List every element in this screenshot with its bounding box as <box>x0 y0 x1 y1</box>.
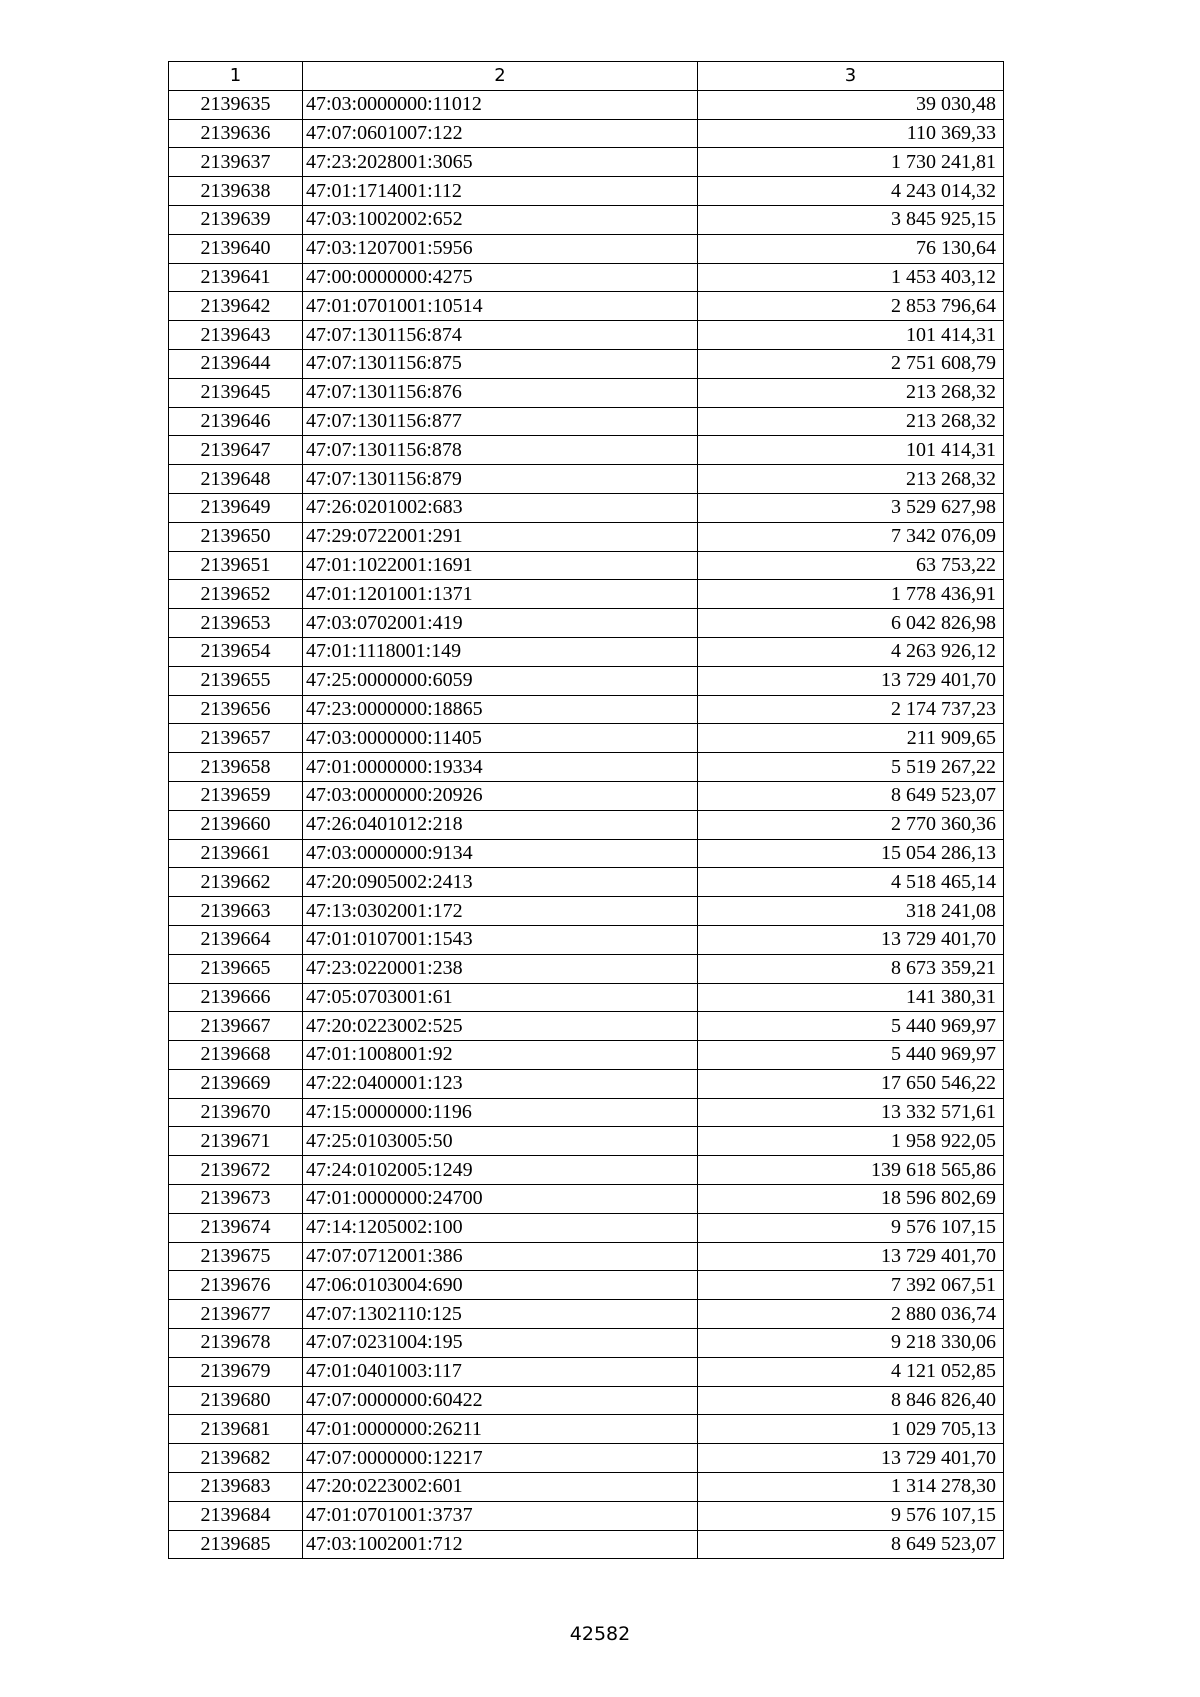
cadastral-value-cell: 5 519 267,22 <box>698 753 1004 782</box>
table-row <box>169 666 1004 695</box>
table-row <box>169 321 1004 350</box>
cadastral-value-cell: 2 853 796,64 <box>698 292 1004 321</box>
row-number-cell: 2139649 <box>169 493 303 522</box>
table-row <box>169 580 1004 609</box>
row-number-cell: 2139654 <box>169 637 303 666</box>
cadastral-number-cell: 47:01:0701001:3737 <box>303 1501 698 1530</box>
cadastral-value-cell: 7 342 076,09 <box>698 522 1004 551</box>
cadastral-value-cell: 2 880 036,74 <box>698 1300 1004 1329</box>
cadastral-number-cell: 47:25:0000000:6059 <box>303 666 698 695</box>
row-number-cell: 2139671 <box>169 1127 303 1156</box>
cadastral-value-cell: 101 414,31 <box>698 436 1004 465</box>
row-number-cell: 2139647 <box>169 436 303 465</box>
table-row <box>169 407 1004 436</box>
cadastral-number-cell: 47:01:1201001:1371 <box>303 580 698 609</box>
cadastral-number-cell: 47:26:0201002:683 <box>303 493 698 522</box>
table-row <box>169 1386 1004 1415</box>
row-number-cell: 2139661 <box>169 839 303 868</box>
cadastral-number-cell: 47:29:0722001:291 <box>303 522 698 551</box>
table-row <box>169 234 1004 263</box>
cadastral-number-cell: 47:03:1002001:712 <box>303 1530 698 1559</box>
cadastral-value-cell: 213 268,32 <box>698 378 1004 407</box>
row-number-cell: 2139666 <box>169 983 303 1012</box>
table-row <box>169 1357 1004 1386</box>
row-number-cell: 2139685 <box>169 1530 303 1559</box>
row-number-cell: 2139678 <box>169 1329 303 1358</box>
row-number-cell: 2139658 <box>169 753 303 782</box>
cadastral-value-cell: 7 392 067,51 <box>698 1271 1004 1300</box>
cadastral-value-cell: 2 174 737,23 <box>698 695 1004 724</box>
cadastral-value-cell: 101 414,31 <box>698 321 1004 350</box>
row-number-cell: 2139652 <box>169 580 303 609</box>
table-row <box>169 177 1004 206</box>
table-row <box>169 695 1004 724</box>
cadastral-number-cell: 47:07:0000000:12217 <box>303 1444 698 1473</box>
cadastral-value-cell: 1 958 922,05 <box>698 1127 1004 1156</box>
row-number-cell: 2139665 <box>169 954 303 983</box>
row-number-cell: 2139650 <box>169 522 303 551</box>
row-number-cell: 2139642 <box>169 292 303 321</box>
cadastral-value-cell: 6 042 826,98 <box>698 609 1004 638</box>
cadastral-value-cell: 8 673 359,21 <box>698 954 1004 983</box>
row-number-cell: 2139681 <box>169 1415 303 1444</box>
cadastral-value-table <box>168 61 1004 1559</box>
cadastral-number-cell: 47:03:0702001:419 <box>303 609 698 638</box>
row-number-cell: 2139668 <box>169 1041 303 1070</box>
row-number-cell: 2139636 <box>169 119 303 148</box>
cadastral-number-cell: 47:01:0000000:19334 <box>303 753 698 782</box>
row-number-cell: 2139682 <box>169 1444 303 1473</box>
table-row <box>169 1271 1004 1300</box>
cadastral-value-cell: 76 130,64 <box>698 234 1004 263</box>
row-number-cell: 2139651 <box>169 551 303 580</box>
cadastral-value-cell: 13 729 401,70 <box>698 666 1004 695</box>
cadastral-value-cell: 9 576 107,15 <box>698 1501 1004 1530</box>
cadastral-value-cell: 141 380,31 <box>698 983 1004 1012</box>
row-number-cell: 2139684 <box>169 1501 303 1530</box>
cadastral-value-cell: 3 845 925,15 <box>698 205 1004 234</box>
cadastral-value-cell: 4 121 052,85 <box>698 1357 1004 1386</box>
cadastral-number-cell: 47:01:0107001:1543 <box>303 925 698 954</box>
table-row <box>169 522 1004 551</box>
cadastral-number-cell: 47:20:0905002:2413 <box>303 868 698 897</box>
table-row <box>169 349 1004 378</box>
row-number-cell: 2139680 <box>169 1386 303 1415</box>
cadastral-value-cell: 18 596 802,69 <box>698 1185 1004 1214</box>
cadastral-value-cell: 2 751 608,79 <box>698 349 1004 378</box>
cadastral-number-cell: 47:01:1022001:1691 <box>303 551 698 580</box>
cadastral-number-cell: 47:07:0712001:386 <box>303 1242 698 1271</box>
row-number-cell: 2139655 <box>169 666 303 695</box>
row-number-cell: 2139663 <box>169 897 303 926</box>
cadastral-number-cell: 47:26:0401012:218 <box>303 810 698 839</box>
table-row <box>169 493 1004 522</box>
cadastral-number-cell: 47:07:1301156:876 <box>303 378 698 407</box>
cadastral-value-cell: 4 263 926,12 <box>698 637 1004 666</box>
table-row <box>169 839 1004 868</box>
table-row <box>169 1069 1004 1098</box>
cadastral-number-cell: 47:07:1301156:879 <box>303 465 698 494</box>
table-row <box>169 148 1004 177</box>
row-number-cell: 2139644 <box>169 349 303 378</box>
row-number-cell: 2139673 <box>169 1185 303 1214</box>
row-number-cell: 2139641 <box>169 263 303 292</box>
row-number-cell: 2139635 <box>169 90 303 119</box>
table-row <box>169 1300 1004 1329</box>
cadastral-value-cell: 15 054 286,13 <box>698 839 1004 868</box>
cadastral-number-cell: 47:01:0000000:24700 <box>303 1185 698 1214</box>
row-number-cell: 2139672 <box>169 1156 303 1185</box>
table-row <box>169 436 1004 465</box>
cadastral-value-cell: 1 029 705,13 <box>698 1415 1004 1444</box>
table-header-row <box>169 62 1004 91</box>
cadastral-number-cell: 47:01:1714001:112 <box>303 177 698 206</box>
row-number-cell: 2139677 <box>169 1300 303 1329</box>
table-row <box>169 724 1004 753</box>
cadastral-value-cell: 13 729 401,70 <box>698 925 1004 954</box>
row-number-cell: 2139664 <box>169 925 303 954</box>
row-number-cell: 2139637 <box>169 148 303 177</box>
cadastral-number-cell: 47:14:1205002:100 <box>303 1213 698 1242</box>
row-number-cell: 2139660 <box>169 810 303 839</box>
cadastral-value-cell: 9 218 330,06 <box>698 1329 1004 1358</box>
column-header-number: 1 <box>169 62 303 91</box>
table-row <box>169 897 1004 926</box>
cadastral-value-cell: 3 529 627,98 <box>698 493 1004 522</box>
cadastral-number-cell: 47:00:0000000:4275 <box>303 263 698 292</box>
table-row <box>169 925 1004 954</box>
cadastral-value-cell: 5 440 969,97 <box>698 1012 1004 1041</box>
cadastral-number-cell: 47:07:1301156:874 <box>303 321 698 350</box>
cadastral-value-cell: 8 649 523,07 <box>698 1530 1004 1559</box>
cadastral-number-cell: 47:07:1301156:878 <box>303 436 698 465</box>
cadastral-value-cell: 1 730 241,81 <box>698 148 1004 177</box>
table-row <box>169 983 1004 1012</box>
cadastral-value-cell: 13 332 571,61 <box>698 1098 1004 1127</box>
cadastral-value-cell: 1 778 436,91 <box>698 580 1004 609</box>
cadastral-value-cell: 8 649 523,07 <box>698 781 1004 810</box>
cadastral-number-cell: 47:23:0000000:18865 <box>303 695 698 724</box>
row-number-cell: 2139657 <box>169 724 303 753</box>
cadastral-number-cell: 47:15:0000000:1196 <box>303 1098 698 1127</box>
cadastral-value-cell: 13 729 401,70 <box>698 1444 1004 1473</box>
table-row <box>169 609 1004 638</box>
cadastral-value-cell: 318 241,08 <box>698 897 1004 926</box>
row-number-cell: 2139639 <box>169 205 303 234</box>
cadastral-value-cell: 139 618 565,86 <box>698 1156 1004 1185</box>
table-row <box>169 810 1004 839</box>
cadastral-number-cell: 47:03:0000000:20926 <box>303 781 698 810</box>
row-number-cell: 2139674 <box>169 1213 303 1242</box>
row-number-cell: 2139640 <box>169 234 303 263</box>
cadastral-number-cell: 47:22:0400001:123 <box>303 1069 698 1098</box>
table-row <box>169 1329 1004 1358</box>
cadastral-number-cell: 47:03:0000000:11405 <box>303 724 698 753</box>
table-row <box>169 119 1004 148</box>
cadastral-number-cell: 47:01:0401003:117 <box>303 1357 698 1386</box>
cadastral-number-cell: 47:23:0220001:238 <box>303 954 698 983</box>
cadastral-value-cell: 9 576 107,15 <box>698 1213 1004 1242</box>
cadastral-number-cell: 47:01:1008001:92 <box>303 1041 698 1070</box>
column-header-value: 3 <box>698 62 1004 91</box>
cadastral-value-cell: 8 846 826,40 <box>698 1386 1004 1415</box>
table-row <box>169 753 1004 782</box>
table-row <box>169 1041 1004 1070</box>
cadastral-number-cell: 47:01:1118001:149 <box>303 637 698 666</box>
row-number-cell: 2139659 <box>169 781 303 810</box>
table-row <box>169 1213 1004 1242</box>
cadastral-number-cell: 47:03:0000000:9134 <box>303 839 698 868</box>
cadastral-number-cell: 47:06:0103004:690 <box>303 1271 698 1300</box>
table-row <box>169 90 1004 119</box>
row-number-cell: 2139667 <box>169 1012 303 1041</box>
cadastral-value-cell: 4 243 014,32 <box>698 177 1004 206</box>
row-number-cell: 2139638 <box>169 177 303 206</box>
cadastral-number-cell: 47:07:0601007:122 <box>303 119 698 148</box>
table-row <box>169 1098 1004 1127</box>
cadastral-value-cell: 211 909,65 <box>698 724 1004 753</box>
cadastral-number-cell: 47:25:0103005:50 <box>303 1127 698 1156</box>
cadastral-number-cell: 47:20:0223002:601 <box>303 1473 698 1502</box>
cadastral-value-cell: 213 268,32 <box>698 407 1004 436</box>
row-number-cell: 2139653 <box>169 609 303 638</box>
cadastral-value-cell: 13 729 401,70 <box>698 1242 1004 1271</box>
table-row <box>169 1501 1004 1530</box>
column-header-cadastral-number: 2 <box>303 62 698 91</box>
row-number-cell: 2139646 <box>169 407 303 436</box>
cadastral-value-cell: 39 030,48 <box>698 90 1004 119</box>
table-row <box>169 1185 1004 1214</box>
cadastral-number-cell: 47:03:0000000:11012 <box>303 90 698 119</box>
table-row <box>169 1444 1004 1473</box>
table-row <box>169 1530 1004 1559</box>
cadastral-number-cell: 47:07:0000000:60422 <box>303 1386 698 1415</box>
cadastral-number-cell: 47:07:1302110:125 <box>303 1300 698 1329</box>
table-row <box>169 551 1004 580</box>
row-number-cell: 2139679 <box>169 1357 303 1386</box>
cadastral-value-cell: 17 650 546,22 <box>698 1069 1004 1098</box>
cadastral-number-cell: 47:23:2028001:3065 <box>303 148 698 177</box>
table-row <box>169 637 1004 666</box>
table-row <box>169 378 1004 407</box>
cadastral-number-cell: 47:05:0703001:61 <box>303 983 698 1012</box>
row-number-cell: 2139669 <box>169 1069 303 1098</box>
table-row <box>169 1012 1004 1041</box>
page-number: 42582 <box>569 1623 631 1645</box>
row-number-cell: 2139683 <box>169 1473 303 1502</box>
cadastral-value-cell: 213 268,32 <box>698 465 1004 494</box>
cadastral-number-cell: 47:03:1002002:652 <box>303 205 698 234</box>
table-row <box>169 781 1004 810</box>
cadastral-value-cell: 1 453 403,12 <box>698 263 1004 292</box>
cadastral-number-cell: 47:07:1301156:877 <box>303 407 698 436</box>
cadastral-number-cell: 47:01:0701001:10514 <box>303 292 698 321</box>
table-row <box>169 1473 1004 1502</box>
table-row <box>169 1127 1004 1156</box>
cadastral-value-cell: 2 770 360,36 <box>698 810 1004 839</box>
cadastral-value-cell: 4 518 465,14 <box>698 868 1004 897</box>
table-body <box>169 90 1004 1559</box>
row-number-cell: 2139662 <box>169 868 303 897</box>
cadastral-value-cell: 1 314 278,30 <box>698 1473 1004 1502</box>
row-number-cell: 2139676 <box>169 1271 303 1300</box>
table-row <box>169 263 1004 292</box>
table-row <box>169 205 1004 234</box>
table-row <box>169 1415 1004 1444</box>
row-number-cell: 2139645 <box>169 378 303 407</box>
row-number-cell: 2139643 <box>169 321 303 350</box>
table-row <box>169 292 1004 321</box>
cadastral-number-cell: 47:07:1301156:875 <box>303 349 698 378</box>
row-number-cell: 2139670 <box>169 1098 303 1127</box>
table-row <box>169 868 1004 897</box>
table-row <box>169 1156 1004 1185</box>
row-number-cell: 2139656 <box>169 695 303 724</box>
cadastral-number-cell: 47:24:0102005:1249 <box>303 1156 698 1185</box>
row-number-cell: 2139648 <box>169 465 303 494</box>
table-row <box>169 1242 1004 1271</box>
cadastral-number-cell: 47:13:0302001:172 <box>303 897 698 926</box>
cadastral-value-cell: 5 440 969,97 <box>698 1041 1004 1070</box>
cadastral-number-cell: 47:01:0000000:26211 <box>303 1415 698 1444</box>
table-row <box>169 954 1004 983</box>
cadastral-number-cell: 47:03:1207001:5956 <box>303 234 698 263</box>
cadastral-number-cell: 47:07:0231004:195 <box>303 1329 698 1358</box>
cadastral-value-cell: 110 369,33 <box>698 119 1004 148</box>
table-row <box>169 465 1004 494</box>
row-number-cell: 2139675 <box>169 1242 303 1271</box>
cadastral-value-cell: 63 753,22 <box>698 551 1004 580</box>
cadastral-number-cell: 47:20:0223002:525 <box>303 1012 698 1041</box>
